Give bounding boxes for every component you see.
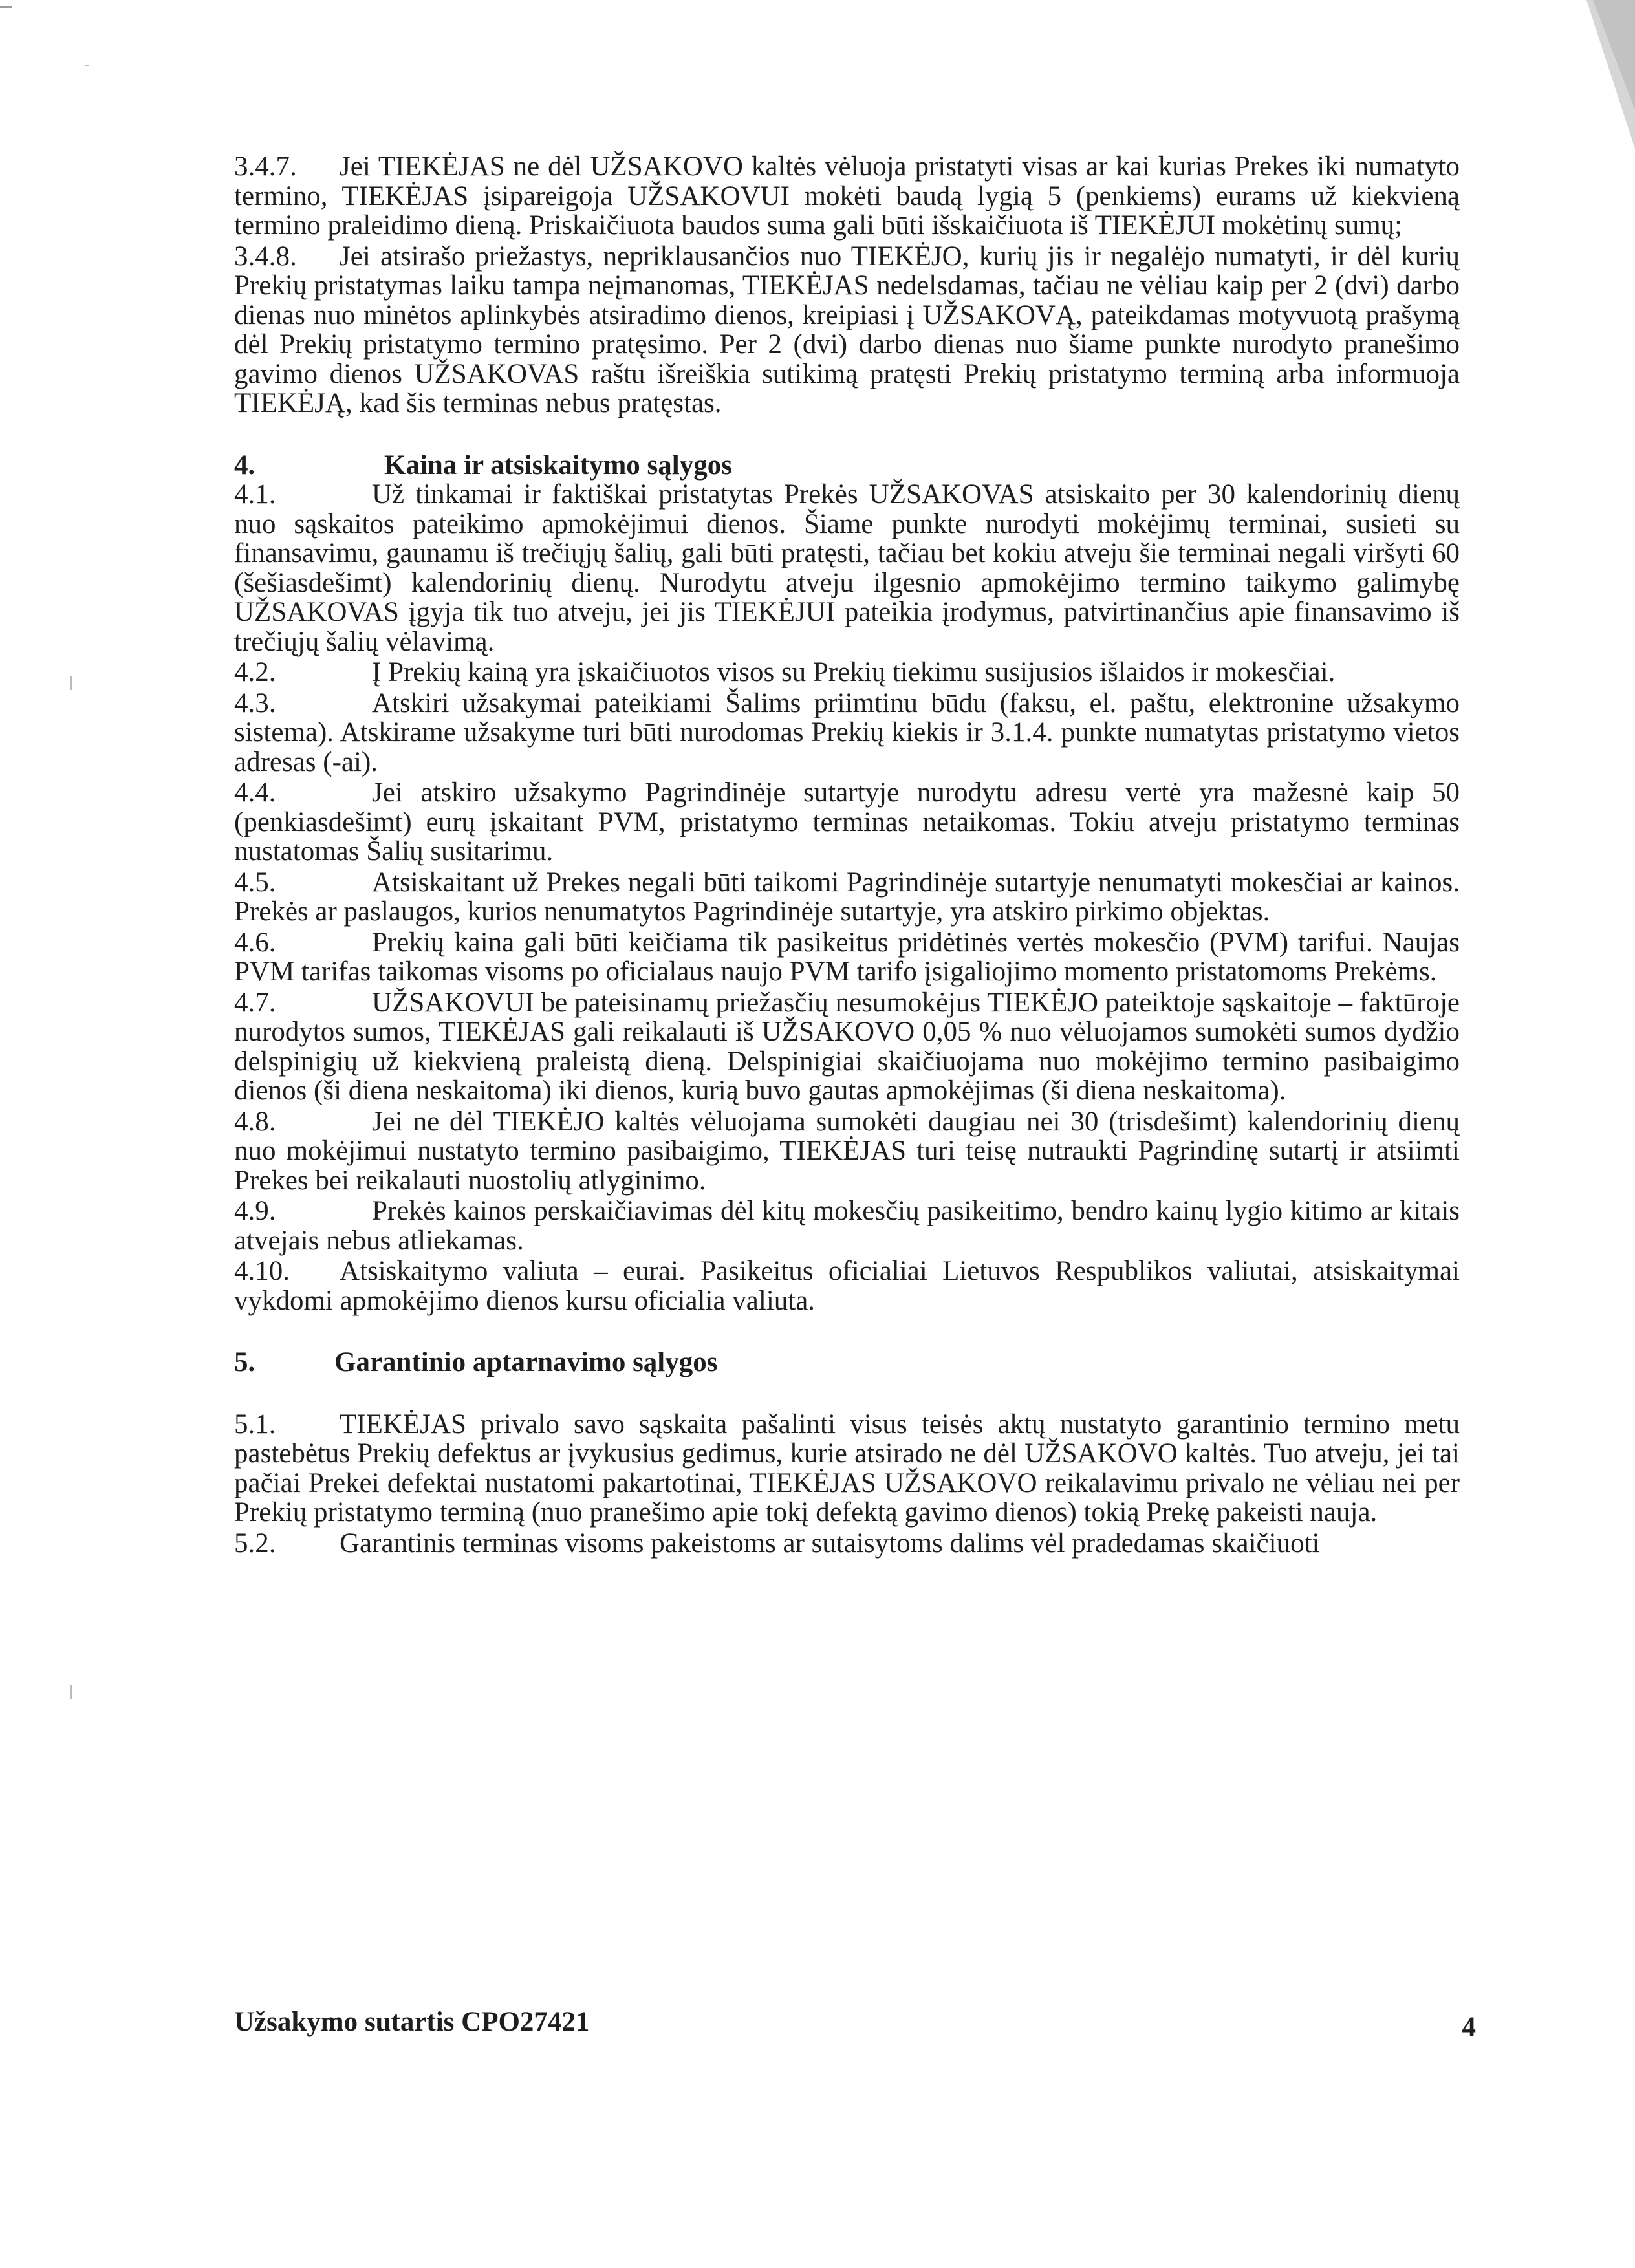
clause-4-10 [234, 1257, 1460, 1315]
clause-4-1 [234, 480, 1460, 656]
section-number: 5. [234, 1347, 255, 1377]
clause-number: 4.10. [234, 1256, 290, 1286]
clause-4-7 [234, 988, 1460, 1106]
clause-number: 4.8. [234, 1106, 276, 1137]
clause-number: 3.4.7. [234, 151, 297, 182]
clause-text: Atskiri užsakymai pateikiami Šalims priimtinu būdu (faksu, el. paštu, elektronine užsakymo sistema). Atskirame užsakyme turi būti nurodomas Prekių kiekis ir 3.1.4. punkte numatytas pristatymo vietos adresas (-ai). [234, 687, 1460, 777]
clause-text: Už tinkamai ir faktiškai pristatytas Prekės UŽSAKOVAS atsiskaito per 30 kalendorinių dienų nuo sąskaitos pateikimo apmokėjimui dienos. Šiame punkte nurodyti mokėjimų terminai, susieti su finansavimu, gaunamu iš trečiųjų šalių, gali būti pratęsti, tačiau bet kokiu atveju šie terminai negali viršyti 60 (šešiasdešimt) kalendorinių dienų. Nurodytu atveju ilgesnio apmokėjimo termino taikymo galimybę UŽSAKOVAS įgyja tik tuo atveju, jei jis TIEKĖJUI pateikia įrodymus, patvirtinančius apie finansavimo iš trečiųjų šalių vėlavimą. [234, 479, 1460, 657]
section-title: Garantinio aptarnavimo sąlygos [334, 1347, 718, 1377]
clause-5-1 [234, 1410, 1460, 1528]
clause-number: 4.4. [234, 777, 276, 808]
scan-mark [85, 65, 89, 66]
clause-text: Atsiskaitymo valiuta – eurai. Pasikeitus oficialiai Lietuvos Respublikos valiutai, atsiskaitymai vykdomi apmokėjimo dienos kursu oficialia valiuta. [234, 1256, 1460, 1316]
clause-number: 4.5. [234, 867, 276, 898]
clause-text: Prekių kaina gali būti keičiama tik pasikeitus pridėtinės vertės mokesčio (PVM) tarifui. Naujas PVM tarifas taikomas visoms po oficialaus naujo PVM tarifo įsigaliojimo momento pristatomoms Prekėms. [234, 927, 1460, 987]
spacer [234, 1377, 1460, 1410]
clause-number: 4.9. [234, 1196, 276, 1226]
document-body [234, 152, 1460, 1559]
section-number: 4. [234, 449, 255, 481]
clause-4-6 [234, 928, 1460, 987]
section-4-heading [234, 451, 1460, 481]
scan-mark [0, 6, 12, 8]
section-title: Kaina ir atsiskaitymo sąlygos [384, 449, 732, 481]
clause-3-4-8 [234, 242, 1460, 418]
clause-5-2 [234, 1529, 1460, 1559]
clause-4-3 [234, 689, 1460, 777]
contract-title: Užsakymo sutartis CPO27421 [234, 2007, 590, 2037]
clause-4-5 [234, 868, 1460, 927]
clause-number: 5.1. [234, 1409, 276, 1440]
clause-number: 4.1. [234, 479, 276, 510]
scan-mark [70, 1685, 72, 1699]
page-footer [234, 2006, 1476, 2042]
clause-text: Garantinis terminas visoms pakeistoms ar sutaisytoms dalims vėl pradedamas skaičiuoti [340, 1528, 1320, 1559]
page-number: 4 [1462, 2012, 1476, 2042]
clause-text: Jei atsirašo priežastys, nepriklausančios nuo TIEKĖJO, kurių jis ir negalėjo numatyti, ir dėl kurių Prekių pristatymas laiku tampa neįmanomas, TIEKĖJAS nedelsdamas, tačiau ne vėliau kaip per 2 (dvi) darbo dienas nuo minėtos aplinkybės atsiradimo dienos, kreipiasi į UŽSAKOVĄ, pateikdamas motyvuotą prašymą dėl Prekių pristatymo termino pratęsimo. Per 2 (dvi) darbo dienas nuo šiame punkte nurodyto pranešimo gavimo dienos UŽSAKOVAS raštu išreiškia sutikimą pratęsti Prekių pristatymo terminą arba informuoja TIEKĖJĄ, kad šis terminas nebus pratęstas. [234, 241, 1460, 418]
clause-number: 4.7. [234, 987, 276, 1018]
clause-text: Atsiskaitant už Prekes negali būti taikomi Pagrindinėje sutartyje nenumatyti mokesčiai ar kainos. Prekės ar paslaugos, kurios nenumatytos Pagrindinėje sutartyje, yra atskiro pirkimo objektas. [234, 867, 1460, 927]
clause-number: 4.2. [234, 657, 276, 687]
scan-mark [70, 676, 72, 690]
clause-number: 4.6. [234, 927, 276, 958]
clause-number: 4.3. [234, 687, 276, 718]
section-5-heading [234, 1348, 1460, 1377]
clause-text: Jei atskiro užsakymo Pagrindinėje sutartyje nurodytu adresu vertė yra mažesnė kaip 50 (penkiasdešimt) eurų įskaitant PVM, pristatymo terminas netaikomas. Tokiu atveju pristatymo terminas nustatomas Šalių susitarimu. [234, 777, 1460, 867]
clause-text: UŽSAKOVUI be pateisinamų priežasčių nesumokėjus TIEKĖJO pateiktoje sąskaitoje – faktūroje nurodytos sumos, TIEKĖJAS gali reikalauti iš UŽSAKOVO 0,05 % nuo vėluojamos sumokėti sumos dydžio delspinigių už kiekvieną praleistą dieną. Delspinigiai skaičiuojama nuo mokėjimo termino pasibaigimo dienos (ši diena neskaitoma) iki dienos, kurią buvo gautas apmokėjimas (ši diena neskaitoma). [234, 987, 1460, 1106]
clause-4-8 [234, 1107, 1460, 1196]
clause-4-2 [234, 658, 1460, 687]
clause-number: 5.2. [234, 1528, 276, 1559]
clause-4-9 [234, 1196, 1460, 1255]
clause-text: Jei TIEKĖJAS ne dėl UŽSAKOVO kaltės vėluoja pristatyti visas ar kai kurias Prekes iki numatyto termino, TIEKĖJAS įsipareigoja UŽSAKOVUI mokėti baudą lygią 5 (penkiems) eurams už kiekvieną termino praleidimo dieną. Priskaičiuota baudos suma gali būti išskaičiuota iš TIEKĖJUI mokėtinų sumų; [234, 151, 1460, 241]
clause-3-4-7 [234, 152, 1460, 241]
clause-text: TIEKĖJAS privalo savo sąskaita pašalinti visus teisės aktų nustatyto garantinio termino metu pastebėtus Prekių defektus ar įvykusius gedimus, kurie atsirado ne dėl UŽSAKOVO kaltės. Tuo atveju, jei tai pačiai Prekei defektai nustatomi pakartotinai, TIEKĖJAS UŽSAKOVO reikalavimu privalo ne vėliau nei per Prekių pristatymo terminą (nuo pranešimo apie tokį defektą gavimo dienos) tokią Prekę pakeisti nauja. [234, 1409, 1460, 1528]
clause-number: 3.4.8. [234, 241, 297, 272]
clause-text: Jei ne dėl TIEKĖJO kaltės vėluojama sumokėti daugiau nei 30 (trisdešimt) kalendorinių dienų nuo mokėjimui nustatyto termino pasibaigimo, TIEKĖJAS turi teisę nutraukti Pagrindinę sutartį ir atsiimti Prekes bei reikalauti nuostolių atlyginimo. [234, 1106, 1460, 1196]
clause-4-4 [234, 778, 1460, 867]
clause-text: Prekės kainos perskaičiavimas dėl kitų mokesčių pasikeitimo, bendro kainų lygio kitimo ar kitais atvejais nebus atliekamas. [234, 1196, 1460, 1256]
clause-text: Į Prekių kainą yra įskaičiuotos visos su Prekių tiekimu susijusios išlaidos ir mokesčiai. [372, 657, 1336, 687]
